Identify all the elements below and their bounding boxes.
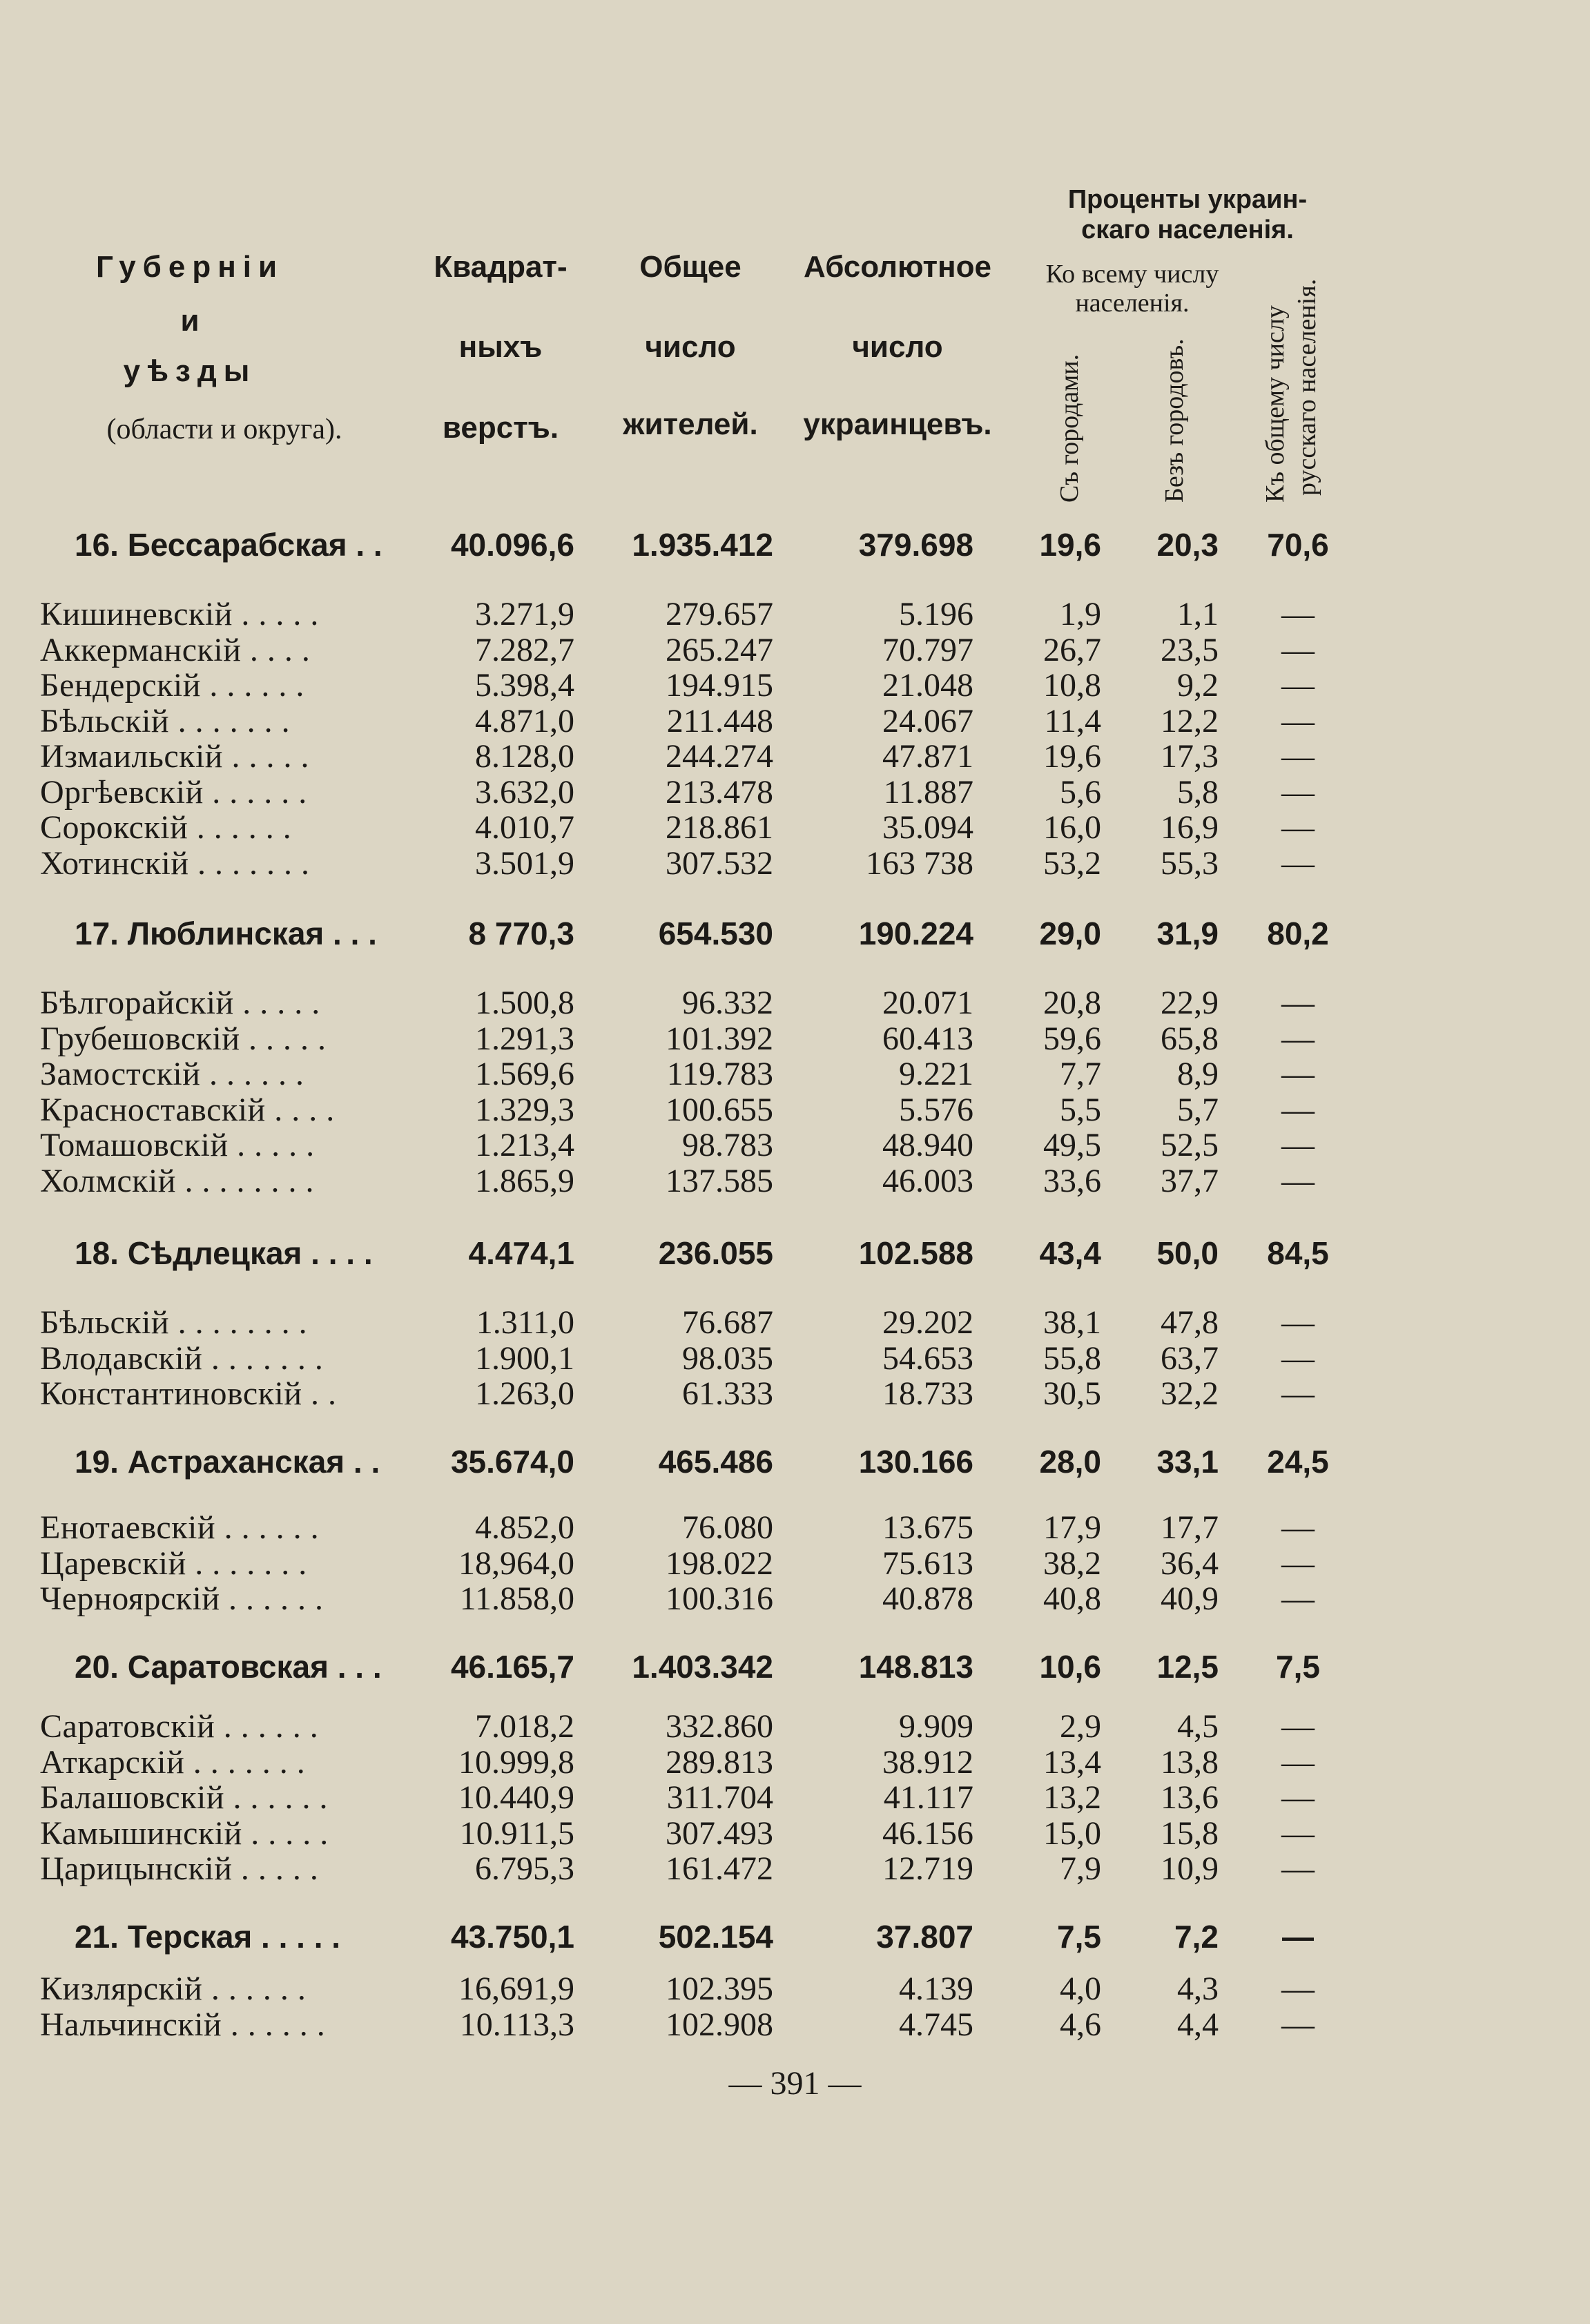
district-population: 137.585 — [666, 1163, 773, 1199]
district-area: 3.501,9 — [475, 845, 574, 882]
district-pct-russian: — — [1281, 1127, 1315, 1163]
district-name: Грубешовскій . . . . . — [40, 1020, 327, 1057]
district-population: 218.861 — [666, 809, 773, 846]
district-ukrainians: 41.117 — [883, 1779, 973, 1816]
district-row — [0, 1375, 1590, 1413]
district-row — [0, 1091, 1590, 1130]
province-ukrainians: 37.807 — [876, 1919, 973, 1955]
district-row — [0, 631, 1590, 670]
district-population: 244.274 — [666, 738, 773, 775]
district-pct-without-towns: 17,3 — [1161, 738, 1219, 775]
district-pct-with-towns: 40,8 — [1043, 1580, 1101, 1617]
district-ukrainians: 38.912 — [882, 1744, 973, 1781]
district-name: Камышинскій . . . . . — [40, 1815, 329, 1852]
district-pct-russian: — — [1281, 1970, 1315, 2007]
district-pct-with-towns: 5,6 — [1060, 774, 1101, 811]
district-pct-without-towns: 52,5 — [1161, 1127, 1219, 1163]
district-pct-with-towns: 55,8 — [1043, 1340, 1101, 1377]
district-population: 289.813 — [666, 1744, 773, 1781]
district-pct-with-towns: 38,2 — [1043, 1545, 1101, 1582]
header-pct-group-line1: Проценты украин- — [1067, 185, 1308, 214]
district-pct-russian: — — [1281, 1304, 1315, 1341]
district-name: Царицынскій . . . . . — [40, 1850, 319, 1887]
province-name: 16. Бессарабская . . — [75, 527, 382, 563]
district-pct-with-towns: 15,0 — [1043, 1815, 1101, 1852]
district-row — [0, 1304, 1590, 1342]
district-row — [0, 1339, 1590, 1378]
district-population: 211.448 — [666, 703, 773, 739]
province-name: 17. Люблинская . . . — [75, 916, 377, 951]
district-area: 1.900,1 — [475, 1340, 574, 1377]
district-pct-without-towns: 63,7 — [1161, 1340, 1219, 1377]
district-pct-russian: — — [1281, 1509, 1315, 1546]
district-name: Красноставскій . . . . — [40, 1092, 335, 1128]
district-population: 100.655 — [666, 1092, 773, 1128]
district-name: Кизлярскій . . . . . . — [40, 1970, 307, 2007]
district-area: 4.010,7 — [475, 809, 574, 846]
district-area: 5.398,4 — [475, 667, 574, 704]
province-pct-russian: — — [1282, 1919, 1314, 1955]
district-area: 10.999,8 — [458, 1744, 574, 1781]
province-pct-russian: 80,2 — [1267, 916, 1329, 951]
district-name: Саратовскій . . . . . . — [40, 1708, 319, 1745]
province-pct-russian: 84,5 — [1267, 1235, 1329, 1271]
district-area: 1.865,9 — [475, 1163, 574, 1199]
district-row — [0, 737, 1590, 776]
district-ukrainians: 9.221 — [899, 1056, 973, 1092]
district-row — [0, 808, 1590, 847]
district-pct-russian: — — [1281, 1340, 1315, 1377]
district-population: 100.316 — [666, 1580, 773, 1617]
district-pct-with-towns: 38,1 — [1043, 1304, 1101, 1341]
header-col1-line2: и — [180, 304, 200, 338]
district-ukrainians: 163 738 — [866, 845, 973, 882]
district-pct-russian: — — [1281, 1779, 1315, 1816]
district-pct-with-towns: 19,6 — [1043, 738, 1101, 775]
district-row — [0, 1707, 1590, 1746]
district-name: Бѣльскій . . . . . . . — [40, 703, 291, 739]
district-area: 3.271,9 — [475, 596, 574, 632]
district-pct-russian: — — [1281, 667, 1315, 704]
province-pct-russian: 70,6 — [1267, 527, 1329, 563]
district-pct-russian: — — [1281, 1375, 1315, 1412]
district-pct-with-towns: 4,6 — [1060, 2006, 1101, 2043]
district-area: 18,964,0 — [458, 1545, 574, 1582]
district-ukrainians: 29.202 — [882, 1304, 973, 1341]
district-ukrainians: 13.675 — [882, 1509, 973, 1546]
district-area: 10.911,5 — [459, 1815, 574, 1852]
district-pct-russian: — — [1281, 738, 1315, 775]
province-pct-with-towns: 28,0 — [1039, 1444, 1101, 1480]
district-pct-russian: — — [1281, 1815, 1315, 1852]
district-name: Царевскій . . . . . . . — [40, 1545, 307, 1582]
province-pct-with-towns: 7,5 — [1057, 1919, 1101, 1955]
district-ukrainians: 20.071 — [882, 985, 973, 1021]
district-ukrainians: 54.653 — [882, 1340, 973, 1377]
district-name: Сорокскій . . . . . . — [40, 809, 292, 846]
district-name: Оргѣевскій . . . . . . — [40, 774, 307, 811]
district-ukrainians: 70.797 — [882, 632, 973, 668]
district-row — [0, 1970, 1590, 2008]
province-row — [0, 1648, 1590, 1687]
district-area: 8.128,0 — [475, 738, 574, 775]
province-row — [0, 1918, 1590, 1957]
district-area: 3.632,0 — [475, 774, 574, 811]
district-pct-russian: — — [1281, 1092, 1315, 1128]
district-area: 1.329,3 — [475, 1092, 574, 1128]
district-row — [0, 1055, 1590, 1094]
district-population: 76.687 — [682, 1304, 773, 1341]
district-population: 213.478 — [666, 774, 773, 811]
header-pct-russian-line1: Къ общему числу — [1261, 305, 1290, 503]
district-name: Бендерскій . . . . . . — [40, 667, 304, 704]
province-area: 35.674,0 — [450, 1444, 574, 1480]
district-pct-without-towns: 32,2 — [1161, 1375, 1219, 1412]
district-pct-with-towns: 13,4 — [1043, 1744, 1101, 1781]
district-row — [0, 666, 1590, 705]
province-name: 19. Астраханская . . — [75, 1444, 380, 1480]
province-population: 502.154 — [658, 1919, 773, 1955]
district-pct-russian: — — [1281, 2006, 1315, 2043]
district-pct-with-towns: 59,6 — [1043, 1020, 1101, 1057]
district-row — [0, 1545, 1590, 1583]
district-pct-without-towns: 5,8 — [1177, 774, 1219, 811]
district-ukrainians: 9.909 — [899, 1708, 973, 1745]
district-area: 1.291,3 — [475, 1020, 574, 1057]
district-ukrainians: 46.156 — [882, 1815, 973, 1852]
district-pct-russian: — — [1281, 1056, 1315, 1092]
district-area: 10.113,3 — [459, 2006, 574, 2043]
district-name: Аткарскій . . . . . . . — [40, 1744, 306, 1781]
district-area: 1.263,0 — [475, 1375, 574, 1412]
district-population: 101.392 — [666, 1020, 773, 1057]
header-pct-without-towns: Безъ городовъ. — [1160, 338, 1189, 503]
district-row — [0, 1850, 1590, 1888]
district-pct-russian: — — [1281, 1850, 1315, 1887]
province-area: 8 770,3 — [468, 916, 574, 951]
district-population: 307.532 — [666, 845, 773, 882]
province-population: 465.486 — [658, 1444, 773, 1480]
district-row — [0, 1020, 1590, 1058]
district-area: 16,691,9 — [458, 1970, 574, 2007]
district-area: 10.440,9 — [458, 1779, 574, 1816]
province-pct-without-towns: 7,2 — [1174, 1919, 1219, 1955]
district-name: Хотинскій . . . . . . . — [40, 845, 310, 882]
district-pct-russian: — — [1281, 1545, 1315, 1582]
district-pct-without-towns: 12,2 — [1161, 703, 1219, 739]
district-pct-russian: — — [1281, 845, 1315, 882]
province-pct-with-towns: 19,6 — [1039, 527, 1101, 563]
district-population: 307.493 — [666, 1815, 773, 1852]
district-name: Бѣлгорайскій . . . . . — [40, 985, 320, 1021]
province-ukrainians: 148.813 — [858, 1649, 973, 1685]
district-name: Бѣльскій . . . . . . . . — [40, 1304, 308, 1341]
province-pct-without-towns: 33,1 — [1156, 1444, 1219, 1480]
district-pct-without-towns: 17,7 — [1161, 1509, 1219, 1546]
district-pct-without-towns: 5,7 — [1177, 1092, 1219, 1128]
district-ukrainians: 18.733 — [882, 1375, 973, 1412]
province-ukrainians: 130.166 — [858, 1444, 973, 1480]
district-pct-with-towns: 13,2 — [1043, 1779, 1101, 1816]
district-row — [0, 2006, 1590, 2044]
header-col1-line1: Губерніи — [95, 250, 284, 284]
district-ukrainians: 75.613 — [882, 1545, 973, 1582]
district-pct-with-towns: 33,6 — [1043, 1163, 1101, 1199]
district-pct-without-towns: 13,8 — [1161, 1744, 1219, 1781]
province-ukrainians: 190.224 — [858, 916, 973, 951]
district-pct-russian: — — [1281, 1580, 1315, 1617]
district-pct-without-towns: 22,9 — [1161, 985, 1219, 1021]
province-name: 18. Сѣдлецкая . . . . — [75, 1235, 373, 1271]
district-pct-with-towns: 4,0 — [1060, 1970, 1101, 2007]
district-pct-without-towns: 36,4 — [1161, 1545, 1219, 1582]
district-pct-russian: — — [1281, 985, 1315, 1021]
district-ukrainians: 24.067 — [882, 703, 973, 739]
district-ukrainians: 35.094 — [882, 809, 973, 846]
header-pct-sub-line2: населенія. — [1075, 289, 1190, 318]
header-col2-line2: ныхъ — [458, 330, 543, 364]
province-row — [0, 526, 1590, 565]
header-pct-sub-line1: Ко всему числу — [1045, 260, 1219, 289]
district-pct-russian: — — [1281, 809, 1315, 846]
district-name: Нальчинскій . . . . . . — [40, 2006, 326, 2043]
header-col4-line3: украинцевъ. — [803, 407, 992, 441]
province-pct-russian: 7,5 — [1276, 1649, 1320, 1685]
district-row — [0, 1779, 1590, 1817]
district-name: Енотаевскій . . . . . . — [40, 1509, 320, 1546]
district-area: 4.871,0 — [475, 703, 574, 739]
district-ukrainians: 47.871 — [882, 738, 973, 775]
header-col4-line2: число — [852, 330, 943, 364]
province-ukrainians: 102.588 — [858, 1235, 973, 1271]
district-population: 161.472 — [666, 1850, 773, 1887]
district-area: 1.311,0 — [476, 1304, 574, 1341]
district-ukrainians: 46.003 — [882, 1163, 973, 1199]
district-area: 7.018,2 — [475, 1708, 574, 1745]
province-population: 236.055 — [658, 1235, 773, 1271]
district-area: 1.500,8 — [475, 985, 574, 1021]
district-pct-russian: — — [1281, 632, 1315, 668]
district-pct-without-towns: 65,8 — [1161, 1020, 1219, 1057]
header-col4-line1: Абсолютное — [804, 250, 991, 284]
district-pct-without-towns: 47,8 — [1161, 1304, 1219, 1341]
district-pct-with-towns: 7,9 — [1060, 1850, 1101, 1887]
header-col3-line3: жителей. — [623, 407, 758, 441]
district-name: Холмскій . . . . . . . . — [40, 1163, 314, 1199]
district-pct-without-towns: 1,1 — [1177, 596, 1219, 632]
header-col3-line1: Общее — [639, 250, 741, 284]
district-area: 11.858,0 — [459, 1580, 574, 1617]
district-area: 4.852,0 — [475, 1509, 574, 1546]
district-pct-russian: — — [1281, 1163, 1315, 1199]
province-area: 46.165,7 — [450, 1649, 574, 1685]
district-pct-with-towns: 20,8 — [1043, 985, 1101, 1021]
district-pct-with-towns: 49,5 — [1043, 1127, 1101, 1163]
header-col2-line3: верстъ. — [442, 411, 559, 445]
province-pct-with-towns: 43,4 — [1039, 1235, 1101, 1271]
district-pct-with-towns: 10,8 — [1043, 667, 1101, 704]
district-pct-without-towns: 23,5 — [1161, 632, 1219, 668]
district-name: Измаильскій . . . . . — [40, 738, 309, 775]
province-area: 43.750,1 — [450, 1919, 574, 1955]
province-row — [0, 1234, 1590, 1273]
district-pct-with-towns: 11,4 — [1044, 703, 1101, 739]
header-pct-with-towns: Съ городами. — [1055, 354, 1084, 503]
province-pct-with-towns: 10,6 — [1039, 1649, 1101, 1685]
district-pct-with-towns: 16,0 — [1043, 809, 1101, 846]
district-ukrainians: 48.940 — [882, 1127, 973, 1163]
header-col2-line1: Квадрат- — [434, 250, 568, 284]
district-pct-with-towns: 2,9 — [1060, 1708, 1101, 1745]
district-pct-with-towns: 1,9 — [1060, 596, 1101, 632]
district-pct-russian: — — [1281, 596, 1315, 632]
header-col1-line4: (области и округа). — [106, 414, 342, 445]
district-row — [0, 1126, 1590, 1165]
province-ukrainians: 379.698 — [858, 527, 973, 563]
page-number: — 391 — — [728, 2065, 862, 2102]
district-row — [0, 1509, 1590, 1547]
district-pct-without-towns: 4,3 — [1177, 1970, 1219, 2007]
district-pct-without-towns: 15,8 — [1161, 1815, 1219, 1852]
province-population: 654.530 — [658, 916, 773, 951]
district-row — [0, 1743, 1590, 1782]
district-row — [0, 773, 1590, 812]
district-row — [0, 595, 1590, 634]
district-row — [0, 1814, 1590, 1853]
district-row — [0, 1162, 1590, 1201]
district-row — [0, 1580, 1590, 1618]
district-area: 1.213,4 — [475, 1127, 574, 1163]
district-pct-with-towns: 5,5 — [1060, 1092, 1101, 1128]
province-pct-russian: 24,5 — [1267, 1444, 1329, 1480]
district-row — [0, 844, 1590, 883]
district-name: Влодавскій . . . . . . . — [40, 1340, 324, 1377]
district-pct-without-towns: 37,7 — [1161, 1163, 1219, 1199]
district-population: 61.333 — [682, 1375, 773, 1412]
district-pct-without-towns: 4,4 — [1177, 2006, 1219, 2043]
district-pct-without-towns: 40,9 — [1161, 1580, 1219, 1617]
district-pct-russian: — — [1281, 1708, 1315, 1745]
province-pct-without-towns: 20,3 — [1156, 527, 1219, 563]
district-population: 98.783 — [682, 1127, 773, 1163]
district-pct-russian: — — [1281, 1744, 1315, 1781]
district-population: 265.247 — [666, 632, 773, 668]
district-row — [0, 702, 1590, 741]
district-population: 279.657 — [666, 596, 773, 632]
province-name: 21. Терская . . . . . — [75, 1919, 341, 1955]
district-pct-russian: — — [1281, 774, 1315, 811]
district-ukrainians: 11.887 — [883, 774, 973, 811]
district-ukrainians: 4.745 — [899, 2006, 973, 2043]
district-population: 96.332 — [682, 985, 773, 1021]
province-name: 20. Саратовская . . . — [75, 1649, 382, 1685]
district-area: 7.282,7 — [475, 632, 574, 668]
district-name: Томашовскій . . . . . — [40, 1127, 315, 1163]
district-pct-with-towns: 26,7 — [1043, 632, 1101, 668]
district-name: Балашовскій . . . . . . — [40, 1779, 329, 1816]
district-population: 98.035 — [682, 1340, 773, 1377]
district-pct-with-towns: 30,5 — [1043, 1375, 1101, 1412]
province-pct-without-towns: 12,5 — [1156, 1649, 1219, 1685]
district-population: 198.022 — [666, 1545, 773, 1582]
district-population: 119.783 — [666, 1056, 773, 1092]
district-pct-russian: — — [1281, 1020, 1315, 1057]
header-pct-russian-line2: русскаго населенія. — [1292, 278, 1321, 496]
district-area: 1.569,6 — [475, 1056, 574, 1092]
district-pct-with-towns: 17,9 — [1043, 1509, 1101, 1546]
district-name: Константиновскій . . — [40, 1375, 337, 1412]
district-pct-without-towns: 10,9 — [1161, 1850, 1219, 1887]
district-ukrainians: 60.413 — [882, 1020, 973, 1057]
district-pct-without-towns: 4,5 — [1177, 1708, 1219, 1745]
district-area: 6.795,3 — [475, 1850, 574, 1887]
district-population: 102.908 — [666, 2006, 773, 2043]
district-ukrainians: 4.139 — [899, 1970, 973, 2007]
district-pct-without-towns: 13,6 — [1161, 1779, 1219, 1816]
header-pct-group-line2: скаго населенія. — [1081, 215, 1294, 244]
province-population: 1.403.342 — [632, 1649, 773, 1685]
province-area: 4.474,1 — [468, 1235, 574, 1271]
district-ukrainians: 5.576 — [899, 1092, 973, 1128]
district-name: Черноярскій . . . . . . — [40, 1580, 324, 1617]
district-population: 102.395 — [666, 1970, 773, 2007]
district-pct-without-towns: 55,3 — [1161, 845, 1219, 882]
district-ukrainians: 5.196 — [899, 596, 973, 632]
header-col3-line2: число — [645, 330, 736, 364]
district-name: Кишиневскій . . . . . — [40, 596, 319, 632]
district-ukrainians: 40.878 — [882, 1580, 973, 1617]
province-area: 40.096,6 — [450, 527, 574, 563]
province-pct-with-towns: 29,0 — [1039, 916, 1101, 951]
district-pct-russian: — — [1281, 703, 1315, 739]
district-population: 76.080 — [682, 1509, 773, 1546]
district-ukrainians: 21.048 — [882, 667, 973, 704]
district-population: 311.704 — [666, 1779, 773, 1816]
district-pct-without-towns: 8,9 — [1177, 1056, 1219, 1092]
province-row — [0, 1443, 1590, 1482]
district-pct-with-towns: 53,2 — [1043, 845, 1101, 882]
header-col1-line3: уѣзды — [123, 354, 257, 388]
district-pct-with-towns: 7,7 — [1060, 1056, 1101, 1092]
province-population: 1.935.412 — [632, 527, 773, 563]
district-pct-without-towns: 9,2 — [1177, 667, 1219, 704]
district-population: 194.915 — [666, 667, 773, 704]
province-pct-without-towns: 50,0 — [1156, 1235, 1219, 1271]
district-name: Замостскій . . . . . . — [40, 1056, 304, 1092]
province-pct-without-towns: 31,9 — [1156, 916, 1219, 951]
district-population: 332.860 — [666, 1708, 773, 1745]
province-row — [0, 915, 1590, 953]
district-pct-without-towns: 16,9 — [1161, 809, 1219, 846]
district-ukrainians: 12.719 — [882, 1850, 973, 1887]
district-name: Аккерманскій . . . . — [40, 632, 311, 668]
district-row — [0, 984, 1590, 1023]
